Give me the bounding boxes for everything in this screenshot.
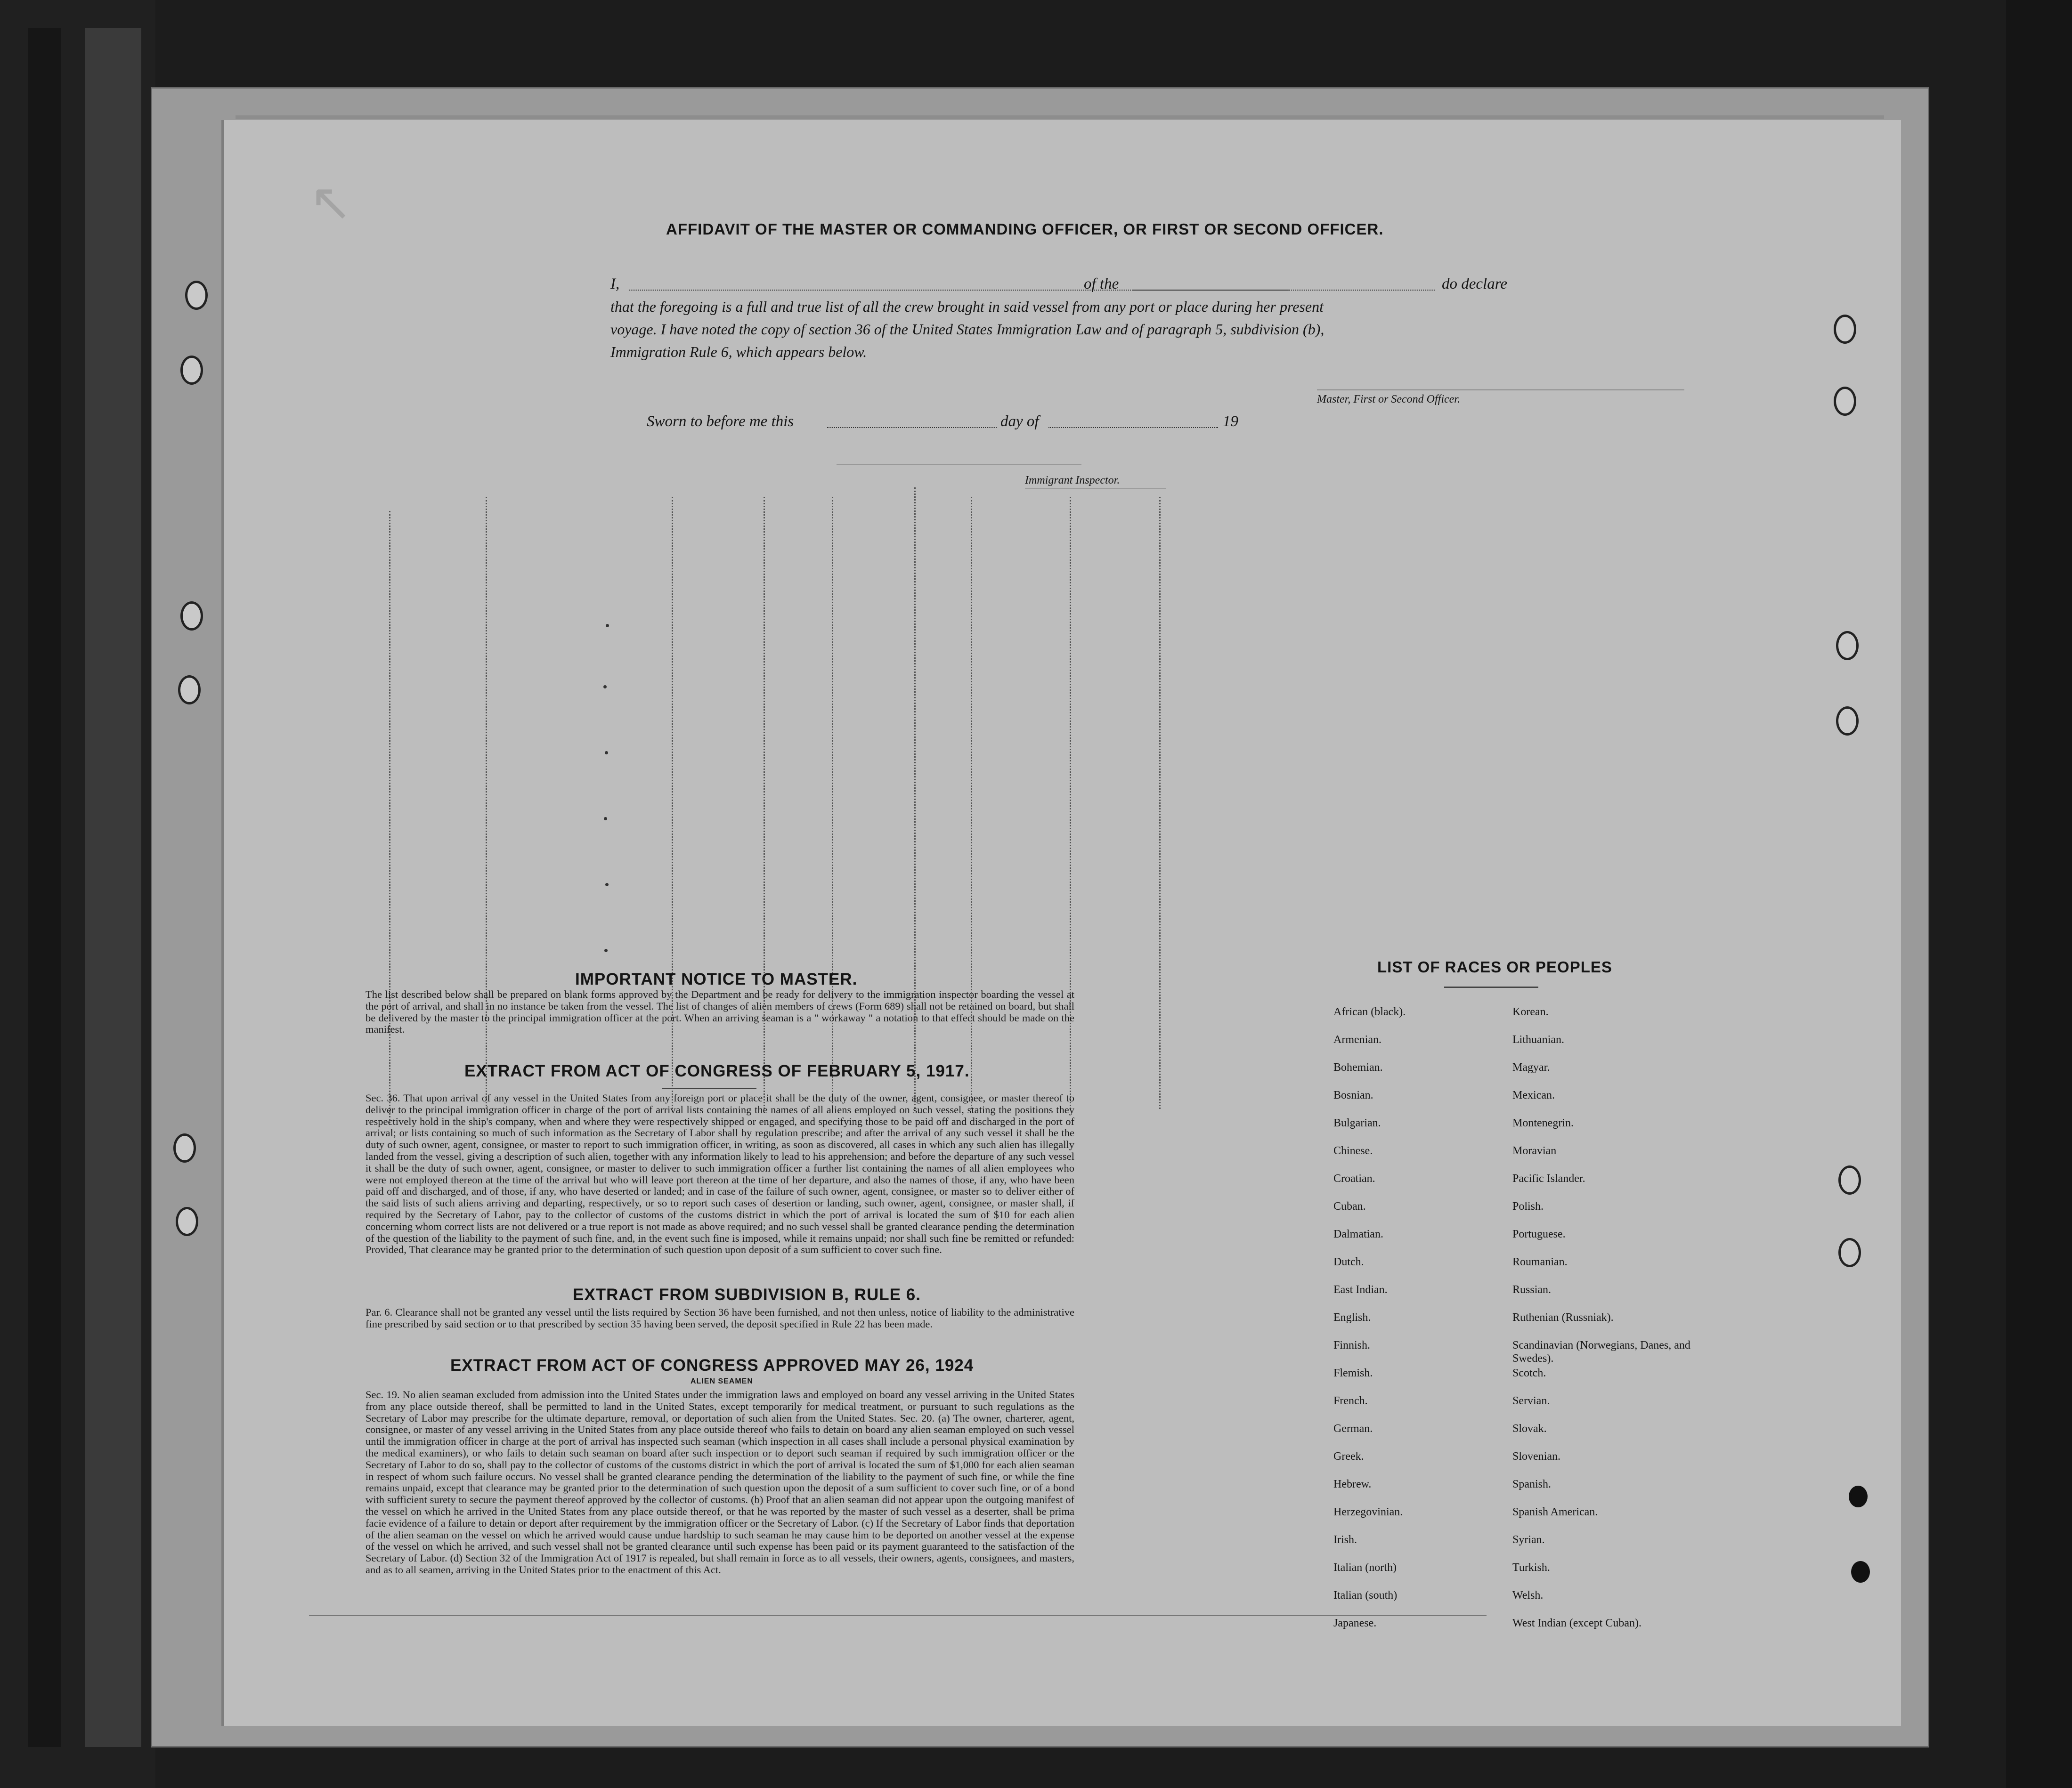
affidavit-title: AFFIDAVIT OF THE MASTER OR COMMANDING OFFICER, OR FIRST OR SECOND OFFICER.	[666, 220, 1384, 238]
column-rule	[1159, 497, 1161, 1109]
race-entry: West Indian (except Cuban).	[1512, 1617, 1641, 1629]
signature-caption: Master, First or Second Officer.	[1317, 393, 1460, 405]
race-entry: Servian.	[1512, 1395, 1550, 1407]
bottom-rule	[309, 1615, 1487, 1616]
race-entry: Magyar.	[1512, 1061, 1550, 1074]
section-rule	[662, 1088, 756, 1089]
affidavit-line-4: Immigration Rule 6, which appears below.	[610, 343, 867, 360]
race-entry: Herzegovinian.	[1333, 1506, 1403, 1518]
race-entry: Cuban.	[1333, 1200, 1366, 1213]
race-entry: English.	[1333, 1311, 1371, 1324]
binder-hole	[1851, 1561, 1870, 1583]
race-entry: Greek.	[1333, 1450, 1364, 1463]
bleed-through-mark: ↖	[309, 174, 353, 231]
race-entry: Welsh.	[1512, 1589, 1544, 1602]
race-entry: Dalmatian.	[1333, 1228, 1383, 1240]
race-entry: Chinese.	[1333, 1145, 1373, 1157]
race-entry: Dutch.	[1333, 1256, 1364, 1268]
subdivision-b-text: Par. 6. Clearance shall not be granted any vessel until the lists required by Section 36 have been furnished, and not then unless, notice of liability to the administrative fine prescribed by said section or to that prescribed by section 35 having been served, the deposit specified in Rule 22 has been made.	[366, 1306, 1074, 1330]
extract-1917-text: Sec. 36. That upon arrival of any vessel in the United States from any foreign port or place it shall be the duty of the owner, agent, consignee, or master thereof to deliver to the principal immigration officer in charge of the port of arrival lists containing the names of all aliens employed on such vessel, stating the positions they respectively hold in the ship's company, when and where they were respectively shipped or engaged, and specifying those to be paid off and discharged in the port of arrival; or lists containing so much of such information as the Secretary of Labor shall by regulation prescribe; and after the arrival of any such vessel it shall be the duty of such owner, agent, consignee, or master to report to such immigration officer, in writing, as soon as discovered, all cases in which any such alien has illegally landed from the vessel, giving a description of such alien, together with any information likely to lead to his apprehension; and before the departure of any such vessel it shall be the duty of such owner, agent, consignee, or master to deliver to such immigration officer a further list containing the names of all alien employees who were not employed thereon at the time of the arrival but who will leave port thereon at the time of her departure, and also the names of those, if any, who have been paid off and discharged, and of those, if any, who have deserted or landed; and in case of the failure of such owner, agent, consignee, or master so to deliver either of the said lists of such aliens arriving and departing, respectively, or so to report such cases of desertion or landing, such owner, agent, consignee, or master shall, if required by the Secretary of Labor, pay to the collector of customs of the customs district in which the port of arrival is located the sum of $10 for each alien concerning whom correct lists are not delivered or a true report is not made as above required; and no such vessel shall be granted clearance pending the determination of the question of the liability to the payment of such fine, and, in the event such fine is imposed, while it remains unpaid; nor shall such fine be remitted or refunded: Provided, That clearance may be granted prior to the determination of such question upon deposit of a sum sufficient to cover such fine.	[366, 1092, 1074, 1256]
binder-hole	[1834, 315, 1856, 344]
scan-left-border	[0, 0, 155, 1788]
subdivision-b-title: EXTRACT FROM SUBDIVISION B, RULE 6.	[573, 1286, 921, 1304]
sworn-day-line[interactable]	[827, 427, 997, 428]
vessel-blank-line[interactable]	[1133, 290, 1435, 291]
races-rule	[1444, 987, 1538, 988]
ditto-dot	[604, 949, 608, 952]
binder-hole	[1836, 706, 1859, 736]
race-entry: German.	[1333, 1423, 1373, 1435]
binder-hole	[180, 356, 203, 385]
binder-hole	[1849, 1486, 1868, 1507]
year-text: 19	[1223, 413, 1238, 430]
races-list	[1333, 1005, 1804, 1641]
race-entry: Bohemian.	[1333, 1061, 1383, 1074]
ditto-dot	[603, 685, 607, 688]
race-entry: East Indian.	[1333, 1284, 1388, 1296]
affidavit-line-3: voyage. I have noted the copy of section 36 of the United States Immigration Law and of paragraph 5, subdivision (b),	[610, 321, 1324, 338]
race-entry: Mexican.	[1512, 1089, 1555, 1101]
race-entry: Pacific Islander.	[1512, 1173, 1585, 1185]
race-entry: Slovenian.	[1512, 1450, 1560, 1463]
binder-hole	[1838, 1238, 1861, 1267]
binder-hole	[180, 601, 203, 631]
inspector-line[interactable]	[837, 464, 1081, 465]
race-entry: Scandinavian (Norwegians, Danes, and Swedes).	[1512, 1339, 1690, 1365]
race-entry: Montenegrin.	[1512, 1117, 1574, 1129]
race-entry: African (black).	[1333, 1006, 1406, 1018]
race-entry: Lithuanian.	[1512, 1034, 1564, 1046]
binder-hole	[185, 281, 208, 310]
race-entry: Bulgarian.	[1333, 1117, 1381, 1129]
race-entry: Syrian.	[1512, 1534, 1545, 1546]
race-entry: Irish.	[1333, 1534, 1357, 1546]
race-entry: Bosnian.	[1333, 1089, 1373, 1101]
binder-hole	[1838, 1165, 1861, 1195]
race-entry: Turkish.	[1512, 1561, 1550, 1574]
ditto-dot	[605, 751, 608, 754]
binder-hole	[178, 675, 201, 704]
scan-binding-shadow	[28, 28, 61, 1747]
notice-title: IMPORTANT NOTICE TO MASTER.	[575, 970, 858, 988]
ditto-dot	[604, 817, 607, 820]
affidavit-i: I,	[610, 275, 620, 292]
day-of-text: day of	[1000, 413, 1039, 430]
race-entry: Italian (north)	[1333, 1561, 1397, 1574]
race-entry: Spanish American.	[1512, 1506, 1598, 1518]
race-entry: Korean.	[1512, 1006, 1549, 1018]
sworn-month-line[interactable]	[1048, 427, 1218, 428]
race-entry: Croatian.	[1333, 1173, 1375, 1185]
race-entry: Spanish.	[1512, 1478, 1552, 1490]
affidavit-of-the: of the	[1084, 275, 1119, 292]
race-entry: French.	[1333, 1395, 1368, 1407]
document-page	[221, 120, 1901, 1726]
extract-1924-title: EXTRACT FROM ACT OF CONGRESS APPROVED MAY 26, 1924	[450, 1356, 974, 1375]
ditto-dot	[605, 883, 609, 886]
inspector-caption: Immigrant Inspector.	[1025, 474, 1120, 486]
race-entry: Ruthenian (Russniak).	[1512, 1311, 1614, 1324]
race-entry: Scotch.	[1512, 1367, 1546, 1379]
ditto-dot	[606, 624, 609, 627]
race-entry: Roumanian.	[1512, 1256, 1568, 1268]
scan-right-border	[2006, 0, 2072, 1788]
alien-seamen-subtitle: ALIEN SEAMEN	[691, 1377, 753, 1385]
binder-hole	[176, 1207, 198, 1236]
race-entry: Japanese.	[1333, 1617, 1377, 1629]
race-entry: Moravian	[1512, 1145, 1557, 1157]
binder-hole	[1834, 387, 1856, 416]
race-entry: Italian (south)	[1333, 1589, 1398, 1602]
extract-1924-text: Sec. 19. No alien seaman excluded from admission into the United States under the immigration laws and employed on board any vessel arriving in the United States from any place outside thereof, shall be permitted to land in the United States, except temporarily for medical treatment, or pursuant to such regulations as the Secretary of Labor may prescribe for the ultimate departure, removal, or deportation of such alien from the United States. Sec. 20. (a) The owner, charterer, agent, consignee, or master of any vessel arriving in the United States from any place outside thereof who fails to detain on board any alien seaman employed on such vessel until the immigration officer in charge at the port of arrival has inspected such seaman (which inspection in all cases shall include a personal physical examination by the medical examiners), or who fails to detain such seaman on board after such inspection or to deport such seaman if required by such immigration officer or the Secretary of Labor to do so, shall pay to the collector of customs of the customs district in which the port of arrival is located the sum of $1,000 for each alien seaman in respect of whom such failure occurs. No vessel shall be granted clearance pending the determination of the liability to the payment of such fine, or while the fine remains unpaid, except that clearance may be granted prior to the determination of such question upon the deposit of a sum sufficient to cover such fine, or of a bond with sufficient surety to secure the payment thereof approved by the collector of customs. (b) Proof that an alien seaman did not appear upon the outgoing manifest of the vessel on which he arrived in the United States from any place outside thereof, or that he was reported by the master of such vessel as a deserter, shall be prima facie evidence of a failure to detain or deport after requirement by the immigration officer or the Secretary of Labor. (c) If the Secretary of Labor finds that deportation of the alien seaman on the vessel on which he arrived would cause undue hardship to such seaman he may cause him to be deported on another vessel at the expense of the vessel on which he arrived, and such vessel shall not be granted clearance until such expense has been paid or its payment guaranteed to the satisfaction of the Secretary of Labor. (d) Section 32 of the Immigration Act of 1917 is repealed, but shall remain in force as to all vessels, their owners, agents, consignees, and masters, and as to all seamen, arriving in the United States prior to the enactment of this Act.	[366, 1389, 1074, 1576]
affidavit-do-declare: do declare	[1442, 275, 1507, 292]
binder-hole	[173, 1133, 196, 1163]
sworn-text: Sworn to before me this	[647, 413, 794, 430]
binder-hole	[1836, 631, 1859, 660]
race-entry: Polish.	[1512, 1200, 1544, 1213]
affidavit-line-2: that the foregoing is a full and true list of all the crew brought in said vessel from any port or place during her present	[610, 298, 1324, 315]
race-entry: Portuguese.	[1512, 1228, 1566, 1240]
race-entry: Hebrew.	[1333, 1478, 1372, 1490]
scan-binding-strip	[85, 28, 141, 1747]
extract-1917-title: EXTRACT FROM ACT OF CONGRESS OF FEBRUARY 5, 1917.	[464, 1062, 970, 1080]
notice-text: The list described below shall be prepared on blank forms approved by the Department and be ready for delivery to the immigration inspector boarding the vessel at the port of arrival, and shall in no instance be taken from the vessel. The list of changes of alien members of crews (Form 689) shall not be retained on board, but shall be delivered by the master to the principal immigration officer at the port. When an arriving seaman is a " workaway " a notation to that effect should be made on the manifest.	[366, 988, 1074, 1036]
page-top-edge	[236, 115, 1884, 119]
race-entry: Finnish.	[1333, 1339, 1371, 1351]
inspector-line-2[interactable]	[1025, 488, 1166, 489]
race-entry: Slovak.	[1512, 1423, 1547, 1435]
race-entry: Russian.	[1512, 1284, 1552, 1296]
signature-line[interactable]	[1317, 389, 1684, 390]
race-entry: Flemish.	[1333, 1367, 1373, 1379]
race-entry: Armenian.	[1333, 1034, 1381, 1046]
races-title: LIST OF RACES OR PEOPLES	[1377, 958, 1612, 976]
